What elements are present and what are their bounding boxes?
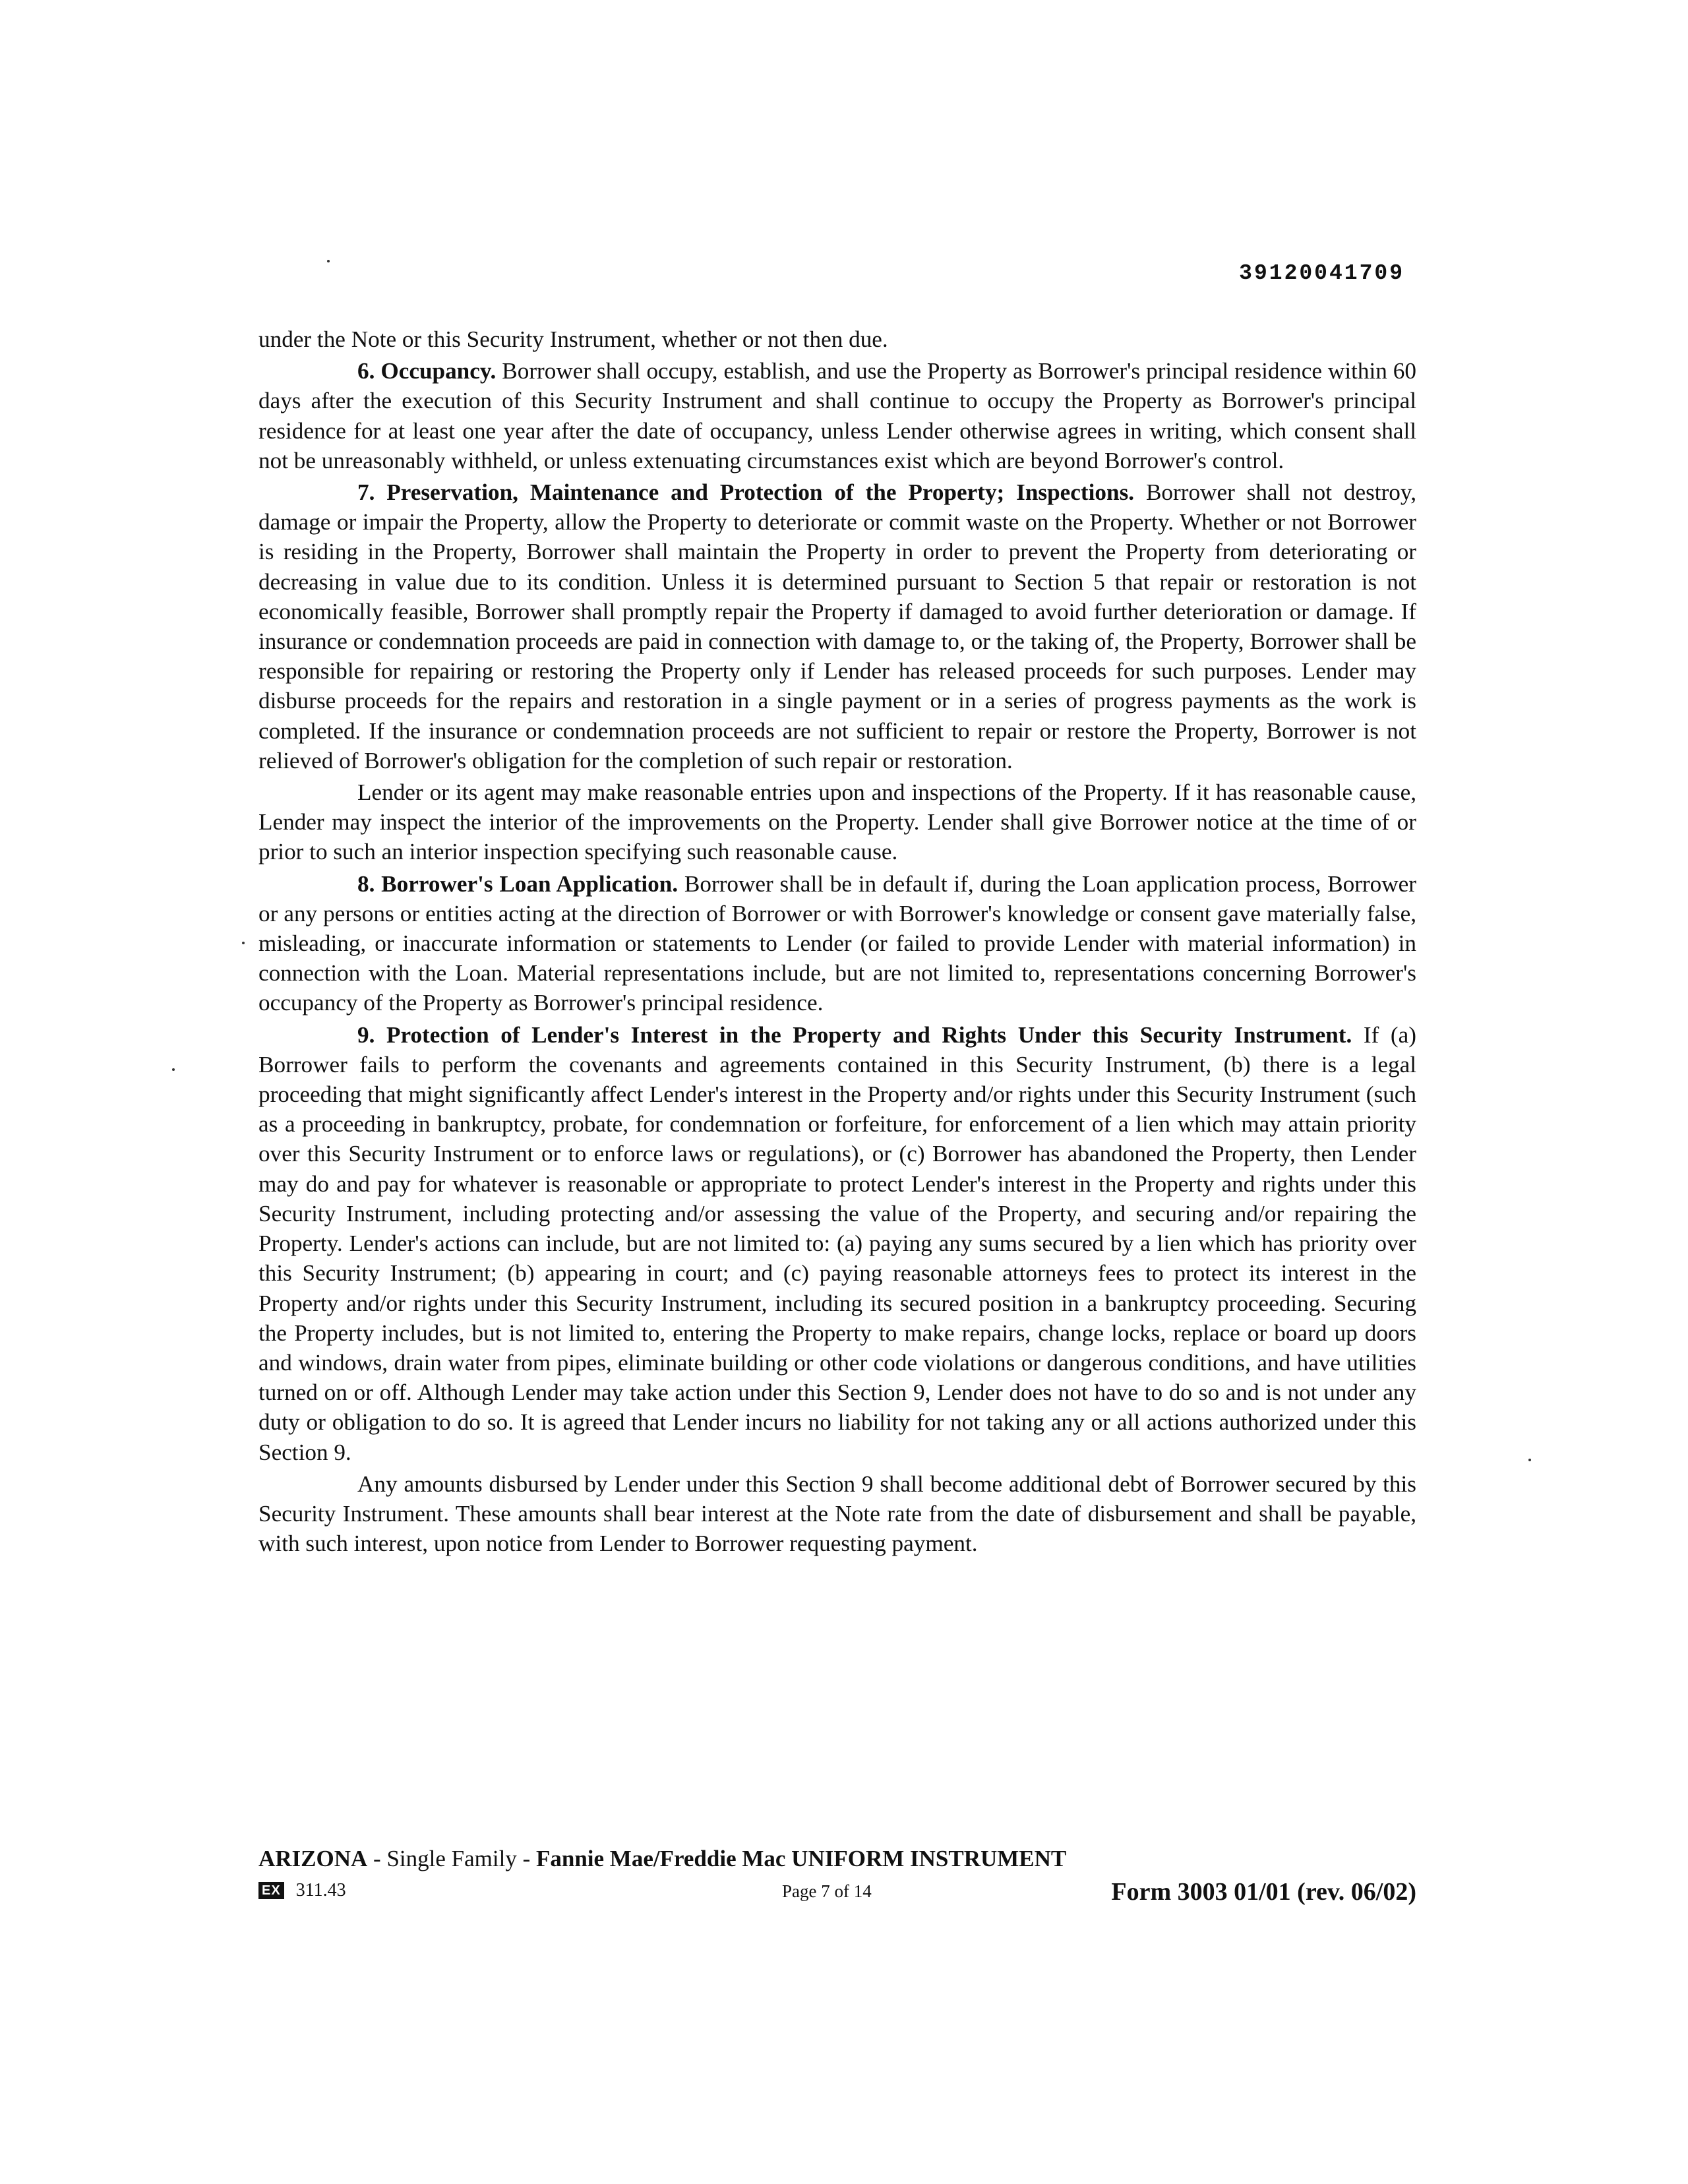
section-heading: 7. Preservation, Maintenance and Protection of the Property; Inspections. — [357, 479, 1135, 506]
paragraph-text: under the Note or this Security Instrument, whether or not then due. — [258, 326, 888, 352]
scan-speck — [172, 1068, 175, 1071]
section-7-inspections — [258, 777, 1416, 867]
footer-separator: - — [367, 1846, 387, 1871]
form-number: Form 3003 01/01 (rev. 06/02) — [1111, 1878, 1416, 1906]
section-heading: 8. Borrower's Loan Application. — [357, 870, 678, 897]
section-6-occupancy — [258, 356, 1416, 475]
section-9-amounts-disbursed — [258, 1469, 1416, 1559]
section-9-protection — [258, 1020, 1416, 1467]
page-number: Page 7 of 14 — [782, 1881, 872, 1901]
section-heading: 9. Protection of Lender's Interest in the Property and Rights Under this Security Instrument. — [357, 1021, 1352, 1048]
scan-speck — [242, 942, 245, 944]
section-heading: 6. Occupancy. — [357, 358, 497, 384]
paragraph-text: If (a) Borrower fails to perform the covenants and agreements contained in this Security Instrument, (b) there is a legal proceeding that might significantly affect Lender's interest in the Property and/or rights under this Security Instrument (such as a proceeding in bankruptcy, probate, for condemnation or forfeiture, for enforcement of a lien which may attain priority over this Security Instrument or to enforce laws or regulations), or (c) Borrower has abandoned the Property, then Lender may do and pay for whatever is reasonable or appropriate to protect Lender's interest in the Property and rights under this Security Instrument, including protecting and/or assessing the value of the Property, and securing and/or repairing the Property. Lender's actions can include, but are not limited to: (a) paying any sums secured by a lien which has priority over this Security Instrument; (b) appearing in court; and (c) paying reasonable attorneys fees to protect its interest in the Property and/or rights under this Security Instrument, including its secured position in a bankruptcy proceeding. Securing the Property includes, but is not limited to, entering the Property to make repairs, change locks, replace or board up doors and windows, drain water from pipes, eliminate building or other code violations or dangerous conditions, and have utilities turned on or off. Although Lender may take action under this Section 9, Lender does not have to do so and is not under any duty or obligation to do so. It is agreed that Lender incurs no liability for not taking any or all actions authorized under this Section 9. — [258, 1021, 1416, 1465]
footer-instrument: Fannie Mae/Freddie Mac UNIFORM INSTRUMENT — [535, 1846, 1067, 1871]
section-8-loan-application — [258, 869, 1416, 1018]
section-7-preservation — [258, 477, 1416, 775]
paragraph-text: Borrower shall occupy, establish, and use the Property as Borrower's principal residence within 60 days after the execution of this Security Instrument and shall continue to occupy the Property as Borrower's principal residence for at least one year after the date of occupancy, unless Lender otherwise agrees in writing, which consent shall not be unreasonably withheld, or unless extenuating circumstances exist which are beyond Borrower's control. — [258, 358, 1416, 473]
footer-form-line — [258, 1877, 1416, 1910]
paragraph-text: Borrower shall be in default if, during the Loan application process, Borrower or any persons or entities acting at the direction of Borrower or with Borrower's knowledge or consent gave materially false, misleading, or inaccurate information or statements to Lender (or failed to provide Lender with material information) in connection with the Loan. Material representations include, but are not limited to, representations concerning Borrower's occupancy of the Property as Borrower's principal residence. — [258, 870, 1416, 1016]
footer-state: ARIZONA — [258, 1846, 368, 1871]
page-footer — [258, 1844, 1416, 1910]
footer-code-number: 311.43 — [295, 1880, 346, 1900]
footer-family: Single Family — [386, 1846, 517, 1871]
ex-logo-icon: EX — [258, 1882, 284, 1899]
document-number: 39120041709 — [1239, 261, 1404, 286]
footer-separator: - — [516, 1846, 536, 1871]
scan-speck — [327, 260, 330, 262]
footer-code — [258, 1880, 346, 1901]
paragraph-continuation — [258, 324, 1416, 354]
scan-speck — [1528, 1459, 1531, 1461]
document-body — [258, 324, 1416, 1560]
footer-instrument-line — [258, 1844, 1416, 1873]
paragraph-text: Lender or its agent may make reasonable entries upon and inspections of the Property. If it has reasonable cause, Lender may inspect the interior of the improvements on the Property. Lender shall give Borrower notice at the time of or prior to such an interior inspection specifying such reasonable cause. — [258, 779, 1416, 865]
paragraph-text: Borrower shall not destroy, damage or impair the Property, allow the Property to deteriorate or commit waste on the Property. Whether or not Borrower is residing in the Property, Borrower shall maintain the Property in order to prevent the Property from deteriorating or decreasing in value due to its condition. Unless it is determined pursuant to Section 5 that repair or restoration is not economically feasible, Borrower shall promptly repair the Property if damaged to avoid further deterioration or damage. If insurance or condemnation proceeds are paid in connection with damage to, or the taking of, the Property, Borrower shall be responsible for repairing or restoring the Property only if Lender has released proceeds for such purposes. Lender may disburse proceeds for the repairs and restoration in a single payment or in a series of progress payments as the work is completed. If the insurance or condemnation proceeds are not sufficient to repair or restore the Property, Borrower is not relieved of Borrower's obligation for the completion of such repair or restoration. — [258, 479, 1416, 774]
paragraph-text: Any amounts disbursed by Lender under this Section 9 shall become additional debt of Borrower secured by this Security Instrument. These amounts shall bear interest at the Note rate from the date of disbursement and shall be payable, with such interest, upon notice from Lender to Borrower requesting payment. — [258, 1471, 1416, 1557]
